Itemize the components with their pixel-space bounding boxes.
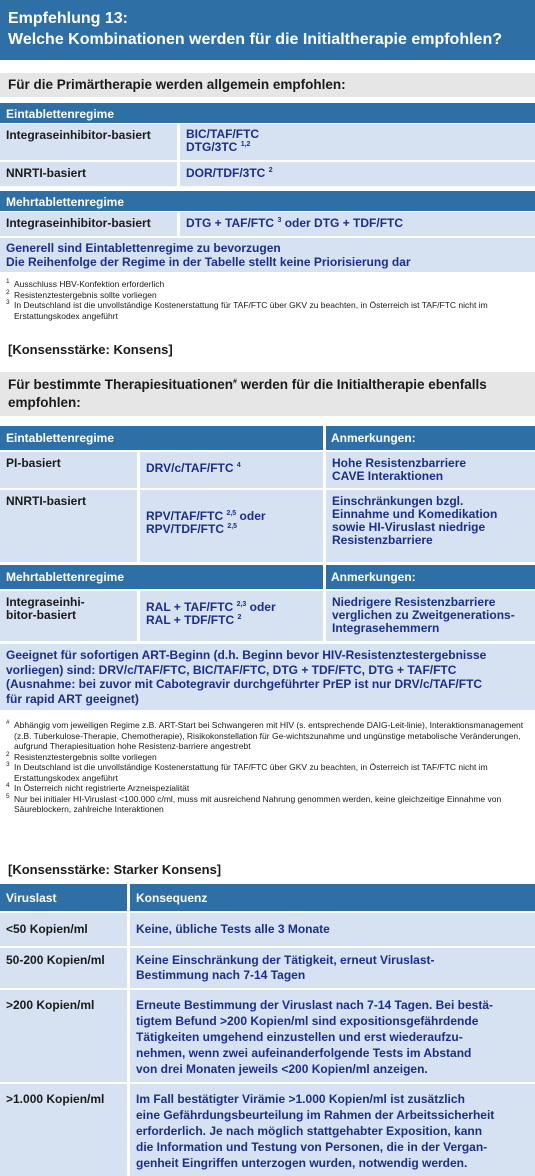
banner-title: Empfehlung 13:: [8, 10, 129, 27]
value-text: DTG/3TC: [186, 140, 238, 154]
footnote: [6, 300, 531, 321]
remarks-header: Anmerkungen:: [331, 570, 416, 584]
consequence-line: eine Gefährdungsbeurteilung im Rahmen der Arbeitssicherheit: [136, 1108, 495, 1122]
consequence-line: Erneute Bestimmung der Viruslast nach 7-14 Tagen. Bei bestä-: [136, 998, 493, 1012]
footnote-text: Resistenztestergebnis sollte vorliegen: [14, 289, 157, 300]
viral-load: >1.000 Kopien/ml: [6, 1092, 105, 1106]
consequence-line: nehmen, wenn zwei aufeinanderfolgende Tests im Abstand: [136, 1046, 472, 1060]
remark-line: CAVE Interaktionen: [332, 469, 444, 483]
row-value: [140, 490, 322, 541]
footnote-number: 3: [6, 299, 10, 306]
footnote-number: 5: [6, 792, 10, 800]
value-text: DTG + TAF/FTC: [186, 216, 275, 230]
header-label: Eintablettenregime: [6, 431, 115, 445]
column-divider: [323, 426, 326, 450]
header-label: Mehrtablettenregime: [6, 570, 125, 584]
column-header: Konsequenz: [136, 891, 208, 905]
footnote: [6, 794, 531, 815]
consequence-line: tigtem Befund >200 Kopien/ml sind expositionsgefährdende: [136, 1014, 479, 1028]
remark-line: Integrasehemmern: [332, 621, 440, 635]
footnote-ref: 3: [277, 217, 282, 224]
row-value: [180, 124, 530, 159]
remark-line: verglichen zu Zweitgenerations-: [332, 608, 515, 622]
table1-row: [0, 162, 535, 186]
value-line: [186, 141, 524, 154]
viral-load: >200 Kopien/ml: [6, 998, 95, 1012]
row-label: Integraseinhibitor-basiert: [6, 216, 151, 230]
table2-multi-header: [0, 565, 535, 589]
footnote: [6, 279, 531, 290]
column-divider: [127, 884, 130, 911]
consequence-line: erforderlich. Je nach möglich stattgehabter Exposition, kann: [136, 1124, 483, 1138]
remark-line: Hohe Resistenzbarriere: [332, 456, 467, 470]
footnote-text: In Österreich nicht registrierte Arzneispezialität: [14, 783, 190, 793]
footnote: [6, 783, 531, 794]
footnote-text: In Deutschland ist die unvollständige Kostenerstattung für TAF/FTC über GKV zu beachten, in Österreich ist TAF/FTC nicht im Erstattungskodex angeführt: [14, 762, 488, 783]
row-value: [140, 591, 322, 632]
consequence-line: Keine Einschränkung der Tätigkeit, erneut Viruslast-: [136, 953, 435, 967]
section-heading-text: Für die Primärtherapie werden allgemein empfohlen:: [8, 77, 346, 92]
table1-single-header: Eintablettenregime: [0, 103, 535, 123]
table1-note: [0, 238, 535, 272]
footnote-text: In Deutschland ist die unvollständige Kostenerstattung für TAF/FTC über GKV zu beachten, in Österreich ist TAF/FTC nicht im Erstattungskodex angeführt: [14, 300, 488, 321]
row-label: PI-basiert: [6, 456, 61, 470]
note-line: (Ausnahme: bei zuvor mit Cabotegravir durchgeführter PrEP ist nur DRV/c/TAF/FTC: [6, 677, 483, 691]
row-value: [140, 452, 322, 480]
table3-header: [0, 884, 535, 911]
footnote-number: 1: [6, 278, 10, 285]
table2-note: [0, 644, 535, 710]
footnote: [6, 752, 531, 763]
note-line: Die Reihenfolge der Regime in der Tabelle stellt keine Priorisierung dar: [6, 254, 411, 269]
consequence-line: Bestimmung nach 7-14 Tagen: [136, 968, 306, 982]
row-value: [180, 212, 530, 235]
footnote-ref: 2,5: [227, 523, 238, 530]
value-line: BIC/TAF/FTC: [186, 127, 260, 141]
remark-line: Niedrigere Resistenzbarriere: [332, 595, 496, 609]
note-line: für rapid ART geeignet): [6, 691, 139, 706]
consequence-line: die Information und Testung von Personen, die in der Vergan-: [136, 1140, 488, 1154]
column-divider: [323, 565, 326, 589]
table1-multi-header: Mehrtablettenregime: [0, 191, 535, 211]
note-line: Geeignet für sofortigen ART-Beginn (d.h. Beginn bevor HIV-Resistenztestergebnisse: [6, 648, 487, 662]
consensus-label: [Konsensstärke: Starker Konsens]: [8, 862, 222, 877]
consequence: [130, 913, 535, 946]
heading-text: werden für die Initialtherapie ebenfalls: [236, 377, 487, 392]
value-text: oder: [249, 600, 276, 614]
consequence: [130, 1084, 535, 1176]
footnote-ref: 2: [268, 167, 273, 174]
footnote-text: Resistenztestergebnis sollte vorliegen: [14, 751, 157, 762]
value-text: DRV/c/TAF/FTC: [146, 461, 234, 475]
value-text: RAL + TAF/FTC: [146, 600, 234, 614]
remark-line: sowie HI-Viruslast niedrige: [332, 520, 486, 534]
table2-row: [0, 490, 535, 562]
label-line: bitor-basiert: [6, 608, 77, 622]
remark-line: Einschränkungen bzgl.: [332, 494, 464, 508]
footnote-number: 2: [6, 750, 10, 758]
footnotes-primary: [6, 279, 531, 321]
value-text: RPV/TDF/FTC: [146, 522, 224, 536]
footnote-number: 4: [6, 782, 10, 789]
table2-row: [0, 452, 535, 488]
row-remark: [326, 490, 535, 552]
table1-row: [0, 124, 535, 160]
row-value: [180, 162, 530, 185]
footnote-text: Ausschluss HBV-Konfektion erforderlich: [14, 279, 165, 289]
value-text: DOR/TDF/3TC: [186, 166, 266, 180]
heading-line: empfohlen:: [8, 395, 81, 410]
footnote-text: Nur bei initialer HI-Viruslast <100.000 c/ml, muss mit ausreichend Nahrung genommen werden, keine gleichzeitige Einnahme von Säureblockern, zahlreiche Interaktionen: [14, 793, 502, 814]
consequence-line: Im Fall bestätigter Virämie >1.000 Kopien/ml ist zusätzlich: [136, 1092, 465, 1106]
heading-line: [8, 376, 527, 394]
table2-single-header: [0, 426, 535, 450]
table1-row: [0, 212, 535, 236]
table-row: [0, 990, 535, 1082]
value-text: oder: [239, 509, 266, 523]
table-row: [0, 913, 535, 946]
footnote: [6, 762, 531, 783]
value-line: [146, 614, 316, 627]
footnote: [6, 720, 531, 752]
table2-row: [0, 591, 535, 641]
consequence-line: von drei Monaten jeweils <200 Kopien/ml anzeigen.: [136, 1062, 428, 1076]
footnote-ref: #: [233, 378, 237, 386]
consensus-label: [Konsensstärke: Konsens]: [8, 342, 173, 357]
label-line: Integraseinhi-: [6, 595, 85, 609]
footnote-number: #: [6, 719, 10, 726]
row-label: NNRTI-basiert: [6, 494, 87, 508]
remark-line: Resistenzbarriere: [332, 533, 433, 547]
heading-text: Für bestimmte Therapiesituationen: [8, 377, 234, 392]
remarks-header: Anmerkungen:: [331, 431, 416, 445]
note-line: Generell sind Eintablettenregime zu bevorzugen: [6, 241, 281, 255]
row-remark: [326, 452, 535, 488]
footnote-text: Abhängig vom jeweiligen Regime z.B. ART-Start bei Schwangeren mit HIV (s. entsprechende DAIG-Leit-linie), Interaktionsmanagement (z.B. Tuberkulose-Therapie, Chemotherapie), Risikokonstellation für Ge-wichtszunahme und ungünstige metabolische Veränderungen, aufgrund Therapiesituation hohe Resistenz-barriere angestrebt: [14, 720, 524, 751]
footnote-ref: 1,2: [240, 141, 251, 148]
viral-load: 50-200 Kopien/ml: [6, 953, 105, 967]
banner-subtitle: Welche Kombinationen werden für die Initialtherapie empfohlen?: [8, 31, 502, 48]
viral-load: <50 Kopien/ml: [6, 922, 88, 936]
footnote-ref: 2,3: [236, 601, 247, 608]
section-heading-special: [0, 372, 535, 416]
footnote: [6, 290, 531, 301]
table-row: [0, 948, 535, 988]
footnote-number: 2: [6, 288, 10, 296]
consequence: [130, 948, 535, 988]
recommendation-banner: [0, 0, 535, 60]
value-line: [146, 523, 316, 536]
consequence-line: genheit Eingriffen unterzogen wurden, notwendig werden.: [136, 1156, 468, 1170]
value-text: oder DTG + TDF/FTC: [284, 216, 404, 230]
table-row: [0, 1084, 535, 1176]
section-heading-primary: [0, 73, 535, 97]
value-text: RPV/TAF/FTC: [146, 509, 224, 523]
consequence-line: Keine, übliche Tests alle 3 Monate: [136, 922, 330, 936]
footnote-ref: 2: [237, 614, 242, 621]
column-header: Viruslast: [6, 891, 57, 905]
row-label: NNRTI-basiert: [6, 166, 87, 180]
consequence-line: Tätigkeiten umgehend einzustellen und erst wiederaufzu-: [136, 1030, 463, 1044]
row-label: [0, 591, 136, 627]
footnote-number: 3: [6, 761, 10, 768]
remark-line: Einnahme und Komedikation: [332, 507, 498, 521]
value-text: RAL + TDF/FTC: [146, 613, 235, 627]
row-label: Integraseinhibitor-basiert: [6, 128, 151, 142]
footnotes-special: [6, 720, 531, 815]
note-line: vorliegen) sind: DRV/c/TAF/FTC, BIC/TAF/FTC, DTG + TDF/FTC, DTG + TAF/FTC: [6, 662, 457, 677]
footnote-ref: 2,5: [226, 510, 237, 517]
footnote-ref: 4: [236, 462, 241, 469]
row-remark: [326, 591, 535, 640]
consequence: [130, 990, 535, 1082]
